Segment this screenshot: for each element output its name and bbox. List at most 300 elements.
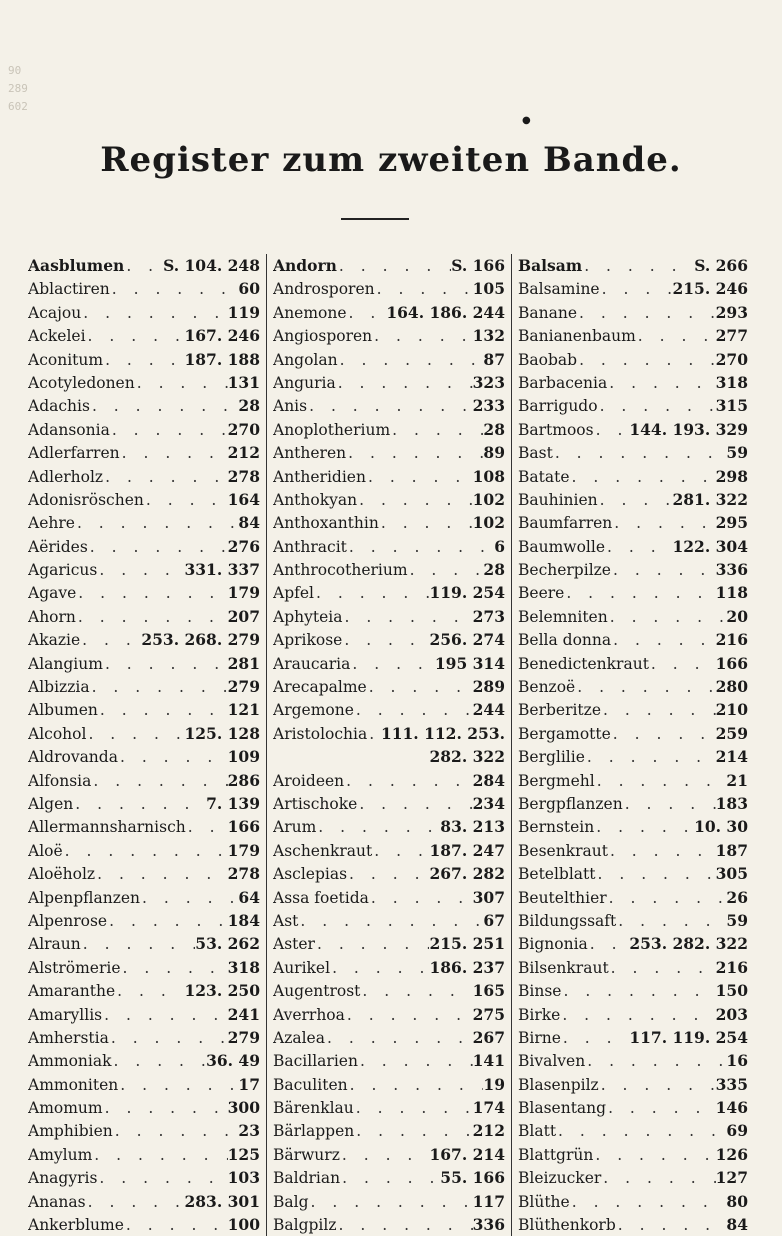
index-entry: [273, 1073, 511, 1096]
dot-leader: [109, 1027, 228, 1049]
index-term: Becherpilze: [518, 561, 611, 580]
index-entry: [518, 324, 754, 347]
dot-leader: [81, 933, 196, 955]
index-term: Amaryllis: [28, 1005, 103, 1024]
index-pages: 67: [483, 910, 505, 930]
index-entry: [518, 1096, 754, 1119]
index-entry: [518, 769, 754, 792]
dot-leader: [601, 1167, 715, 1189]
index-term: Amomum: [28, 1099, 103, 1118]
index-pages: 167. 214: [429, 1144, 505, 1164]
index-term: Alcohol: [28, 724, 87, 743]
index-term: Blüthenkorb: [518, 1216, 616, 1235]
dot-leader: [76, 582, 227, 604]
dot-leader: [357, 793, 472, 815]
dot-leader: [598, 395, 716, 417]
dot-leader: [348, 1074, 484, 1096]
index-pages: 23: [238, 1121, 260, 1141]
dot-leader: [606, 1097, 716, 1119]
title-rule: [341, 218, 409, 220]
index-term: Artischoke: [273, 794, 358, 813]
index-term: Aldrovanda: [28, 748, 118, 767]
dot-leader: [582, 255, 694, 277]
index-term: Blatt: [518, 1122, 557, 1141]
index-pages: 215. 246: [672, 279, 748, 299]
index-pages: 335: [715, 1074, 748, 1094]
index-pages: 300: [227, 1098, 260, 1118]
index-entry: [518, 301, 754, 324]
index-pages: 125. 128: [184, 723, 260, 743]
dot-leader: [342, 629, 429, 651]
index-term: Berglilie: [518, 748, 585, 767]
index-entry: [273, 675, 511, 698]
index-term: Aloë: [28, 841, 63, 860]
dot-leader: [112, 1050, 207, 1072]
index-term: Besenkraut: [518, 841, 608, 860]
index-pages: 127: [715, 1168, 748, 1188]
index-pages: 315: [715, 396, 748, 416]
dot-leader: [144, 489, 228, 511]
index-pages: 187. 188: [184, 349, 260, 369]
dot-leader: [612, 512, 715, 534]
index-pages: 69: [726, 1121, 748, 1141]
index-pages: 305: [715, 864, 748, 884]
index-pages: 289: [472, 677, 505, 697]
index-pages: 174: [472, 1098, 505, 1118]
index-entry: [273, 441, 511, 464]
index-term: Baumfarren: [518, 514, 613, 533]
index-pages: 141: [472, 1051, 505, 1071]
index-term: Allermannsharnisch: [28, 818, 186, 837]
dot-leader: [570, 1191, 727, 1213]
dot-leader: [124, 255, 163, 277]
dot-leader: [340, 1144, 430, 1166]
index-entry: [28, 371, 266, 394]
index-pages: 207: [227, 606, 260, 626]
index-entry: [28, 652, 266, 675]
index-entry: [28, 558, 266, 581]
index-entry: [273, 1119, 511, 1142]
dot-leader: [80, 629, 141, 651]
index-entry: [273, 418, 511, 441]
index-pages: 186. 237: [429, 957, 505, 977]
index-pages: 166: [227, 817, 260, 837]
index-entry: [518, 465, 754, 488]
index-term: Angolan: [273, 350, 338, 369]
index-pages: 132: [472, 326, 505, 346]
index-term: Amylum: [28, 1145, 93, 1164]
index-entry: [518, 605, 754, 628]
index-pages: 7. 139: [206, 793, 260, 813]
dot-leader: [345, 1004, 473, 1026]
index-entry: [28, 815, 266, 838]
index-pages: S. 166: [451, 256, 505, 275]
index-entry: [28, 745, 266, 768]
index-pages: S. 266: [694, 256, 748, 275]
index-entry: [518, 698, 754, 721]
index-term: Apfel: [273, 584, 314, 603]
dot-leader: [607, 887, 727, 909]
index-pages: 119: [227, 302, 260, 322]
index-entry: [28, 1143, 266, 1166]
dot-leader: [347, 863, 429, 885]
index-entry: [518, 909, 754, 932]
dot-leader: [115, 980, 184, 1002]
index-term: Ast: [273, 911, 299, 930]
index-pages: 267: [472, 1027, 505, 1047]
index-term: Benedictenkraut: [518, 654, 649, 673]
index-entry: [28, 792, 266, 815]
index-pages: 244: [472, 700, 505, 720]
index-term: Balsamine: [518, 280, 600, 299]
index-pages: 125: [227, 1144, 260, 1164]
index-pages: 102: [472, 513, 505, 533]
index-entry: [28, 441, 266, 464]
index-pages: 336: [715, 560, 748, 580]
dot-leader: [124, 1214, 228, 1236]
index-pages: 187: [715, 840, 748, 860]
index-pages: 253. 282. 322: [629, 934, 748, 954]
dot-leader: [556, 1120, 726, 1142]
index-term: Barbacenia: [518, 373, 608, 392]
index-pages: 241: [227, 1004, 260, 1024]
index-pages: 80: [726, 1191, 748, 1211]
index-entry: [273, 1026, 511, 1049]
index-term: Aloëholz: [28, 865, 96, 884]
index-pages: 167. 246: [184, 326, 260, 346]
dot-leader: [354, 699, 473, 721]
index-entry: [28, 722, 266, 745]
index-pages: 119. 254: [429, 583, 505, 603]
index-pages: 84: [238, 513, 260, 533]
index-entry: [518, 418, 754, 441]
index-pages: 275: [472, 1004, 505, 1024]
index-term: Antheren: [273, 444, 347, 463]
dot-leader: [135, 372, 228, 394]
index-term: Angiosporen: [273, 327, 373, 346]
index-column-3: [512, 254, 754, 1236]
index-entry: [28, 1119, 266, 1142]
index-entry: [273, 324, 511, 347]
index-pages: 179: [227, 840, 260, 860]
dot-leader: [372, 840, 429, 862]
index-pages: 215. 251: [429, 934, 505, 954]
index-term: Benzoë: [518, 678, 576, 697]
index-entry: [518, 394, 754, 417]
index-pages: 256. 274: [429, 630, 505, 650]
index-term: Baculiten: [273, 1075, 348, 1094]
dot-leader: [309, 1191, 473, 1213]
index-entry: [273, 862, 511, 885]
index-term: Algen: [28, 794, 74, 813]
index-pages: 233: [472, 396, 505, 416]
index-pages: 55. 166: [440, 1168, 505, 1188]
index-term: Aschenkraut: [273, 841, 373, 860]
index-term: Andorn: [273, 256, 337, 275]
dot-leader: [649, 653, 716, 675]
index-entry: [518, 745, 754, 768]
index-entry: [273, 979, 511, 1002]
index-term: Acotyledonen: [28, 373, 135, 392]
index-entry: [28, 1003, 266, 1026]
index-pages: 21: [726, 770, 748, 790]
dot-leader: [357, 489, 473, 511]
index-entry: [28, 535, 266, 558]
index-entry: [28, 628, 266, 651]
index-pages: 20: [726, 606, 748, 626]
index-entry: [518, 1213, 754, 1236]
dot-leader: [121, 957, 228, 979]
index-pages: 17: [238, 1074, 260, 1094]
index-term: Alströmerie: [28, 958, 121, 977]
index-term: Baumwolle: [518, 537, 605, 556]
index-pages: 89: [483, 443, 505, 463]
dot-leader: [347, 536, 494, 558]
index-pages: 111. 112. 253.: [380, 723, 505, 743]
index-term: Bivalven: [518, 1052, 586, 1071]
dot-leader: [118, 746, 228, 768]
dot-leader: [340, 1167, 440, 1189]
dot-leader: [336, 372, 473, 394]
index-term: Arum: [273, 818, 317, 837]
index-term: Albizzia: [28, 678, 90, 697]
index-entry: [273, 1096, 511, 1119]
index-entry: [28, 511, 266, 534]
index-pages: 109: [227, 747, 260, 767]
index-pages: 117: [472, 1191, 505, 1211]
index-term: Akazie: [28, 631, 81, 650]
index-term: Adachis: [28, 397, 90, 416]
index-entry: [518, 1166, 754, 1189]
index-term: Blasentang: [518, 1099, 607, 1118]
dot-leader: [337, 255, 451, 277]
index-entry: [273, 1190, 511, 1213]
index-term: Blüthe: [518, 1192, 570, 1211]
dot-leader: [598, 489, 673, 511]
index-entry: [273, 511, 511, 534]
index-pages: 131: [227, 372, 260, 392]
index-term: Aasblumen: [28, 256, 125, 275]
index-term: Anthoxanthin: [273, 514, 379, 533]
dot-leader: [358, 1050, 473, 1072]
index-entry: [518, 839, 754, 862]
index-term: Anoplotherium: [273, 420, 391, 439]
index-pages: 183: [715, 793, 748, 813]
index-term: Antheridien: [273, 467, 366, 486]
index-pages: 212: [227, 443, 260, 463]
index-pages: 273: [472, 606, 505, 626]
dot-leader: [561, 1027, 629, 1049]
index-term: Argemone: [273, 701, 354, 720]
dot-leader: [623, 793, 716, 815]
dot-leader: [81, 302, 227, 324]
dot-leader: [408, 559, 484, 581]
index-entry: [28, 932, 266, 955]
dot-leader: [360, 980, 472, 1002]
dot-leader: [605, 536, 672, 558]
dot-leader: [342, 606, 472, 628]
index-pages: 253. 268. 279: [141, 630, 260, 650]
dot-leader: [594, 419, 630, 441]
dot-leader: [344, 770, 472, 792]
index-entry: [28, 675, 266, 698]
index-entry: [28, 1026, 266, 1049]
dot-leader: [585, 1050, 726, 1072]
dot-leader: [609, 957, 716, 979]
index-pages: 210: [715, 700, 748, 720]
index-entry: [518, 1119, 754, 1142]
index-term: Aroideen: [273, 771, 345, 790]
index-entry: [273, 722, 511, 745]
index-pages: 64: [238, 887, 260, 907]
dot-leader: [564, 582, 715, 604]
dot-leader: [95, 863, 228, 885]
index-term: Balgpilz: [273, 1216, 337, 1235]
dot-leader: [346, 442, 483, 464]
index-entry: [518, 535, 754, 558]
index-entry: [28, 769, 266, 792]
dot-leader: [607, 372, 715, 394]
index-pages: 278: [227, 466, 260, 486]
dot-leader: [379, 512, 473, 534]
index-pages: 100: [227, 1215, 260, 1235]
dot-leader: [98, 699, 228, 721]
dot-leader: [325, 1027, 473, 1049]
index-term: Bärenklau: [273, 1099, 354, 1118]
index-entry: [28, 956, 266, 979]
index-term: Bergmehl: [518, 771, 595, 790]
dot-leader: [330, 957, 429, 979]
index-entry: [273, 815, 511, 838]
index-term: Aristolochia: [273, 724, 368, 743]
index-entry: [273, 348, 511, 371]
dot-leader: [86, 325, 185, 347]
dot-leader: [577, 302, 716, 324]
index-term: Alraun: [28, 935, 81, 954]
dot-leader: [608, 606, 727, 628]
index-term: Alpenrose: [28, 911, 108, 930]
index-pages: 277: [715, 326, 748, 346]
index-entry: [273, 769, 511, 792]
index-entry: [518, 652, 754, 675]
index-entry: [28, 1190, 266, 1213]
index-entry: [28, 862, 266, 885]
index-pages: 278: [227, 864, 260, 884]
dot-leader: [369, 887, 473, 909]
index-entry: [273, 886, 511, 909]
index-term: Balg: [273, 1192, 309, 1211]
index-pages: 121: [227, 700, 260, 720]
index-pages: 28: [238, 396, 260, 416]
index-pages: 166: [715, 653, 748, 673]
dot-leader: [601, 699, 716, 721]
index-term: Betelblatt: [518, 865, 596, 884]
index-entry: [518, 371, 754, 394]
index-term: Baldrian: [273, 1169, 341, 1188]
index-pages: 122. 304: [672, 536, 748, 556]
index-entry: [518, 675, 754, 698]
index-entry: [518, 441, 754, 464]
dot-leader: [90, 395, 238, 417]
dot-leader: [367, 676, 473, 698]
dot-leader: [375, 278, 473, 300]
index-pages: 150: [715, 981, 748, 1001]
dot-leader: [103, 653, 228, 675]
index-entry: [518, 1003, 754, 1026]
dot-leader: [298, 910, 483, 932]
index-entry: [273, 1049, 511, 1072]
dot-leader: [76, 606, 228, 628]
index-term: Belemniten: [518, 607, 608, 626]
index-pages: 216: [715, 630, 748, 650]
index-entry: [518, 792, 754, 815]
index-entry: [518, 558, 754, 581]
index-entry: [273, 558, 511, 581]
index-pages: 102: [472, 489, 505, 509]
index-term: Bildungssaft: [518, 911, 617, 930]
dot-leader: [75, 512, 238, 534]
dot-leader: [611, 559, 716, 581]
dot-leader: [560, 1004, 715, 1026]
index-pages: 164. 186. 244: [386, 302, 505, 322]
index-term: Aphyteia: [273, 607, 343, 626]
index-entry: [518, 722, 754, 745]
dot-leader: [594, 816, 694, 838]
dot-leader: [92, 1144, 227, 1166]
index-entry: [28, 324, 266, 347]
index-pages: 118: [715, 583, 748, 603]
index-term: Binse: [518, 982, 562, 1001]
dot-leader: [570, 466, 716, 488]
index-pages: 179: [227, 583, 260, 603]
index-entry: [273, 956, 511, 979]
index-entry: [28, 839, 266, 862]
dot-leader: [337, 1214, 473, 1236]
dot-leader: [616, 1214, 727, 1236]
index-entry: [28, 465, 266, 488]
index-entry: [518, 348, 754, 371]
index-pages: 28: [483, 419, 505, 439]
dot-leader: [110, 278, 239, 300]
index-pages: 270: [715, 349, 748, 369]
index-term: Alangium: [28, 654, 103, 673]
index-term: Anis: [273, 397, 308, 416]
index-pages: 282. 322: [429, 747, 505, 767]
index-entry: [28, 1166, 266, 1189]
index-term: Ammoniak: [28, 1052, 112, 1071]
printer-dot: ●: [522, 115, 531, 126]
index-pages: 279: [227, 1027, 260, 1047]
index-pages: 146: [715, 1098, 748, 1118]
index-term: Aurikel: [273, 958, 331, 977]
dot-leader: [97, 1167, 227, 1189]
index-entry: [28, 254, 266, 277]
index-entry: [28, 1213, 266, 1236]
index-entry: [273, 535, 511, 558]
index-entry: [518, 511, 754, 534]
index-entry: [518, 1049, 754, 1072]
index-term: Amphibien: [28, 1122, 113, 1141]
index-term: Ackelei: [28, 327, 86, 346]
index-entry: [273, 371, 511, 394]
index-term: Arecapalme: [273, 678, 367, 697]
dot-leader: [86, 1191, 185, 1213]
index-entry: [273, 277, 511, 300]
index-entry: [28, 277, 266, 300]
index-entry: [273, 1003, 511, 1026]
dot-leader: [595, 770, 727, 792]
index-pages: 19: [483, 1074, 505, 1094]
